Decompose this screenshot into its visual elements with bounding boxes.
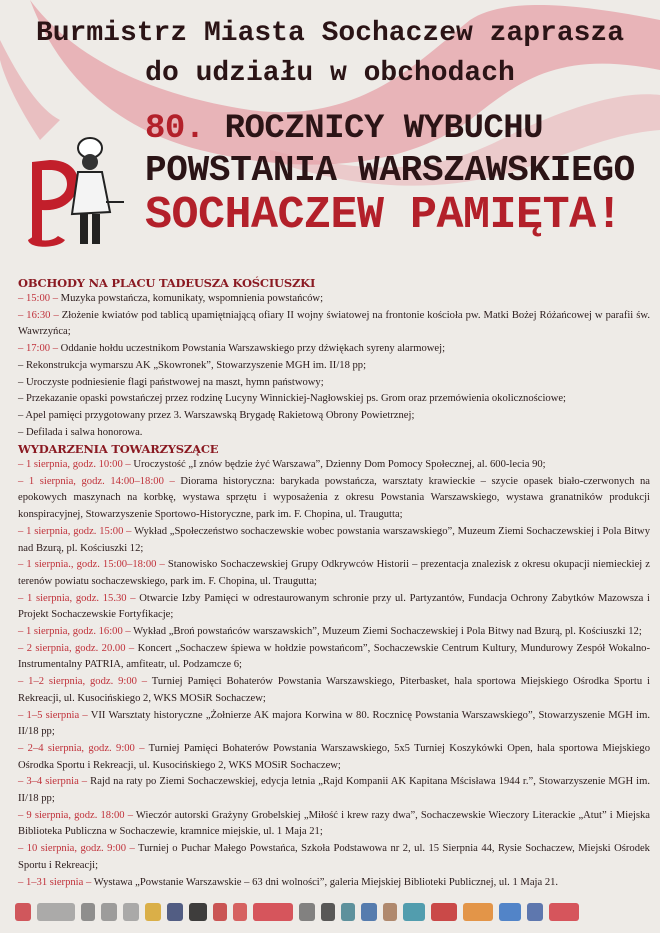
list-item: [18, 524, 650, 557]
list-item: [18, 375, 650, 392]
logo-nato: [527, 903, 543, 921]
list-item: [18, 875, 650, 892]
list-item: [18, 708, 650, 741]
logo-logo-3: [81, 903, 95, 921]
item-date: – 1 sierpnia., godz. 15:00–18:00 –: [18, 559, 165, 571]
item-text: Turniej o Puchar Małego Powstańca, Szkoła Podstawowa nr 2, ul. 15 Sierpnia 44, Rysie Sochaczew, Miejski Ośrodek Sportu i Rekreacji;: [18, 843, 650, 871]
headline-text: ROCZNICY WYBUCHU: [204, 110, 544, 148]
logo-logo-20: [499, 903, 521, 921]
list-item: [18, 624, 650, 641]
item-text: Uroczystość „I znów będzie żyć Warszawa”, Dzienny Dom Pomocy Społecznej, al. 600-lecia 90;: [130, 459, 546, 470]
item-text: – Uroczyste podniesienie flagi państwowej na maszt, hymn państwowy;: [18, 376, 324, 388]
list-item: [18, 391, 650, 408]
item-text: – Przekazanie opaski powstańczej przez rodzinę Lucyny Winnickiej-Nagłowskiej ps. Grom oraz przemówienia okolicznościowe;: [18, 393, 566, 405]
invitation-line-1: Burmistrz Miasta Sochaczew zaprasza: [35, 18, 625, 49]
item-date: – 1 sierpnia, godz. 10:00 –: [18, 459, 131, 470]
item-text: – Apel pamięci przygotowany przez 3. Warszawską Brygadę Rakietową Obrony Powietrznej;: [18, 409, 415, 421]
item-date: – 2–4 sierpnia, godz. 9:00 –: [18, 742, 145, 754]
item-text: Muzyka powstańcza, komunikaty, wspomnienia powstańców;: [58, 293, 324, 304]
item-date: – 1 sierpnia, godz. 15.30 –: [18, 592, 136, 604]
item-date: – 1–5 sierpnia –: [18, 709, 88, 721]
logo-logo-5: [123, 903, 139, 921]
item-text: Rajd na raty po Ziemi Sochaczewskiej, edycja letnia „Rajd Kompanii AK Kapitana Mścisława 1944 r.”, Stowarzyszenie MGH im. II/18 pp;: [18, 776, 650, 805]
item-text: Otwarcie Izby Pamięci w odrestaurowanym schronie przy ul. Partyzantów, Fundacja Ochrony Zabytków Mazowsza i Projekt Sochaczewskie Fortyfikacje;: [18, 592, 650, 621]
logo-logo-8: [189, 903, 207, 921]
item-text: Wystawa „Powstanie Warszawskie – 63 dni wolności”, galeria Miejskiej Biblioteki Publicznej, ul. 1 Maja 21.: [91, 876, 559, 888]
item-text: VII Warsztaty historyczne „Żołnierze AK majora Korwina w 80. Rocznicę Powstania Warszawskiego”, Stowarzyszenie MGH im. II/18 pp;: [18, 709, 650, 738]
logo-logo-7: [167, 903, 183, 921]
list-item: [18, 841, 650, 874]
headline-number: 80.: [145, 110, 205, 148]
item-date: – 1–2 sierpnia, godz. 9:00 –: [18, 676, 148, 688]
logo-logo-16: [383, 903, 397, 921]
sponsor-logos: [15, 900, 655, 924]
list-item: [18, 457, 650, 474]
section-heading: OBCHODY NA PLACU TADEUSZA KOŚCIUSZKI: [18, 276, 316, 290]
logo-logo-9: [213, 903, 227, 921]
item-text: Diorama historyczna: barykada powstańcza, warsztaty krawieckie – szycie opasek biało-czerwonych na epokowych maszynach na korbkę, wystawa sprzętu i wyposażenia z okresu Powstania Warszawskiego, wystawa granatników produkcji konspiracyjnej, Stowarzyszenie Sportowo-Historyczne, park im. F. Chopina, ul. Traugutta;: [18, 475, 650, 521]
list-item: [18, 591, 650, 624]
list-item: [18, 425, 650, 442]
item-date: – 1 sierpnia, godz. 15:00 –: [18, 525, 132, 537]
logo-logo-17: [403, 903, 425, 921]
item-date: – 15:00 –: [18, 293, 59, 304]
item-date: – 9 sierpnia, godz. 18:00 –: [18, 809, 134, 821]
headline-anniversary: [145, 110, 543, 148]
logo-atut: [299, 903, 315, 921]
logo-sochaczewski: [549, 903, 579, 921]
section-heading: WYDARZENIA TOWARZYSZĄCE: [18, 442, 219, 456]
item-text: Wykład „Społeczeństwo sochaczewskie wobec powstania warszawskiego”, Muzeum Ziemi Sochaczewskiej i Pola Bitwy nad Bzurą, pl. Kościuszki 12;: [18, 525, 650, 554]
invitation-line-2: do udziału w obchodach: [145, 58, 515, 89]
logo-logo-15: [361, 903, 377, 921]
item-date: – 16:30 –: [18, 309, 59, 321]
item-text: Stanowisko Sochaczewskiej Grupy Odkrywców Historii – prezentacja znalezisk z okresu okupacji niemieckiej z terenów powiatu sochaczewskiego, park im. F. Chopina, ul. Traugutta;: [18, 559, 650, 587]
item-text: – Rekonstrukcja wymarszu AK „Skowronek”, Stowarzyszenie MGH im. II/18 pp;: [18, 359, 367, 371]
item-date: – 2 sierpnia, godz. 20.00 –: [18, 642, 135, 654]
section-accompanying-events: [18, 441, 650, 891]
list-item: [18, 474, 650, 524]
list-item: [18, 291, 650, 308]
logo-fundacja-ochrony-zabytkow-mazowsza: [253, 903, 293, 921]
kotwica-powstaniec-emblem: [20, 132, 140, 250]
logo-logo-14: [341, 903, 355, 921]
item-date: – 17:00 –: [18, 343, 59, 355]
list-item: [18, 741, 650, 774]
item-date: – 1 sierpnia, godz. 16:00 –: [18, 626, 131, 638]
slogan: SOCHACZEW PAMIĘTA!: [145, 190, 623, 241]
item-date: – 3–4 sierpnia –: [18, 776, 88, 788]
logo-sochaczew.pl-portal: [431, 903, 457, 921]
logo-logo-13: [321, 903, 335, 921]
item-text: Wieczór autorski Grażyny Grobelskiej „Miłość i krew razy dwa”, Sochaczewskie Wieczory Literackie „Atut” i Miejska Biblioteka Publiczna w Sochaczewie, kramnice miejskie, ul. 1 Maja 21;: [18, 809, 650, 838]
logo-sochaczew-coat-of-arms: [15, 903, 31, 921]
item-text: Turniej Pamięci Bohaterów Powstania Warszawskiego, Piterbasket, hala sportowa Miejskiego Ośrodka Sportu i Rekreacji, ul. Kusocińskiego 2, WKS MOSiR Sochaczew;: [18, 676, 650, 704]
section-ceremonies: [18, 275, 650, 441]
item-text: Złożenie kwiatów pod tablicą upamiętniającą ofiary II wojny światowej na frontonie kościoła pw. Matki Bożej Różańcowej w parafii św. Wawrzyńca;: [18, 309, 650, 338]
item-text: – Defilada i salwa honorowa.: [18, 426, 143, 438]
item-text: Wykład „Broń powstańców warszawskich”, Muzeum Ziemi Sochaczewskiej i Pola Bitwy nad Bzurą, pl. Kościuszki 12;: [130, 626, 642, 638]
list-item: [18, 674, 650, 707]
list-item: [18, 358, 650, 375]
logo-radio-sochaczew: [463, 903, 493, 921]
logo-logo-6: [145, 903, 161, 921]
item-date: – 10 sierpnia, godz. 9:00 –: [18, 843, 135, 855]
logo-logo-10: [233, 903, 247, 921]
list-item: [18, 557, 650, 590]
list-item: [18, 308, 650, 341]
item-date: – 1 sierpnia, godz. 14:00–18:00 –: [18, 475, 175, 487]
item-date: – 1–31 sierpnia –: [18, 876, 92, 888]
headline-line-2: POWSTANIA WARSZAWSKIEGO: [145, 150, 635, 191]
list-item: [18, 641, 650, 674]
list-item: [18, 808, 650, 841]
list-item: [18, 341, 650, 358]
item-text: Turniej Pamięci Bohaterów Powstania Warszawskiego, 5x5 Turniej Koszykówki Open, hala sportowa Miejskiego Ośrodka Sportu i Rekreacji, ul. Kusocińskiego 2, WKS MOSiR Sochaczew;: [18, 742, 650, 771]
logo-logo-4: [101, 903, 117, 921]
list-item: [18, 408, 650, 425]
logo-www.sochaczew.pl: [37, 903, 75, 921]
list-item: [18, 774, 650, 807]
item-text: Oddanie hołdu uczestnikom Powstania Warszawskiego przy dźwiękach syreny alarmowej;: [58, 343, 446, 355]
item-text: Koncert „Sochaczew śpiewa w hołdzie powstańcom”, Sochaczewskie Centrum Kultury, Mundurowy Zespół Wokalno-Instrumentalny PATRIA, amfiteatr, ul. Podzamcze 6;: [18, 642, 650, 671]
